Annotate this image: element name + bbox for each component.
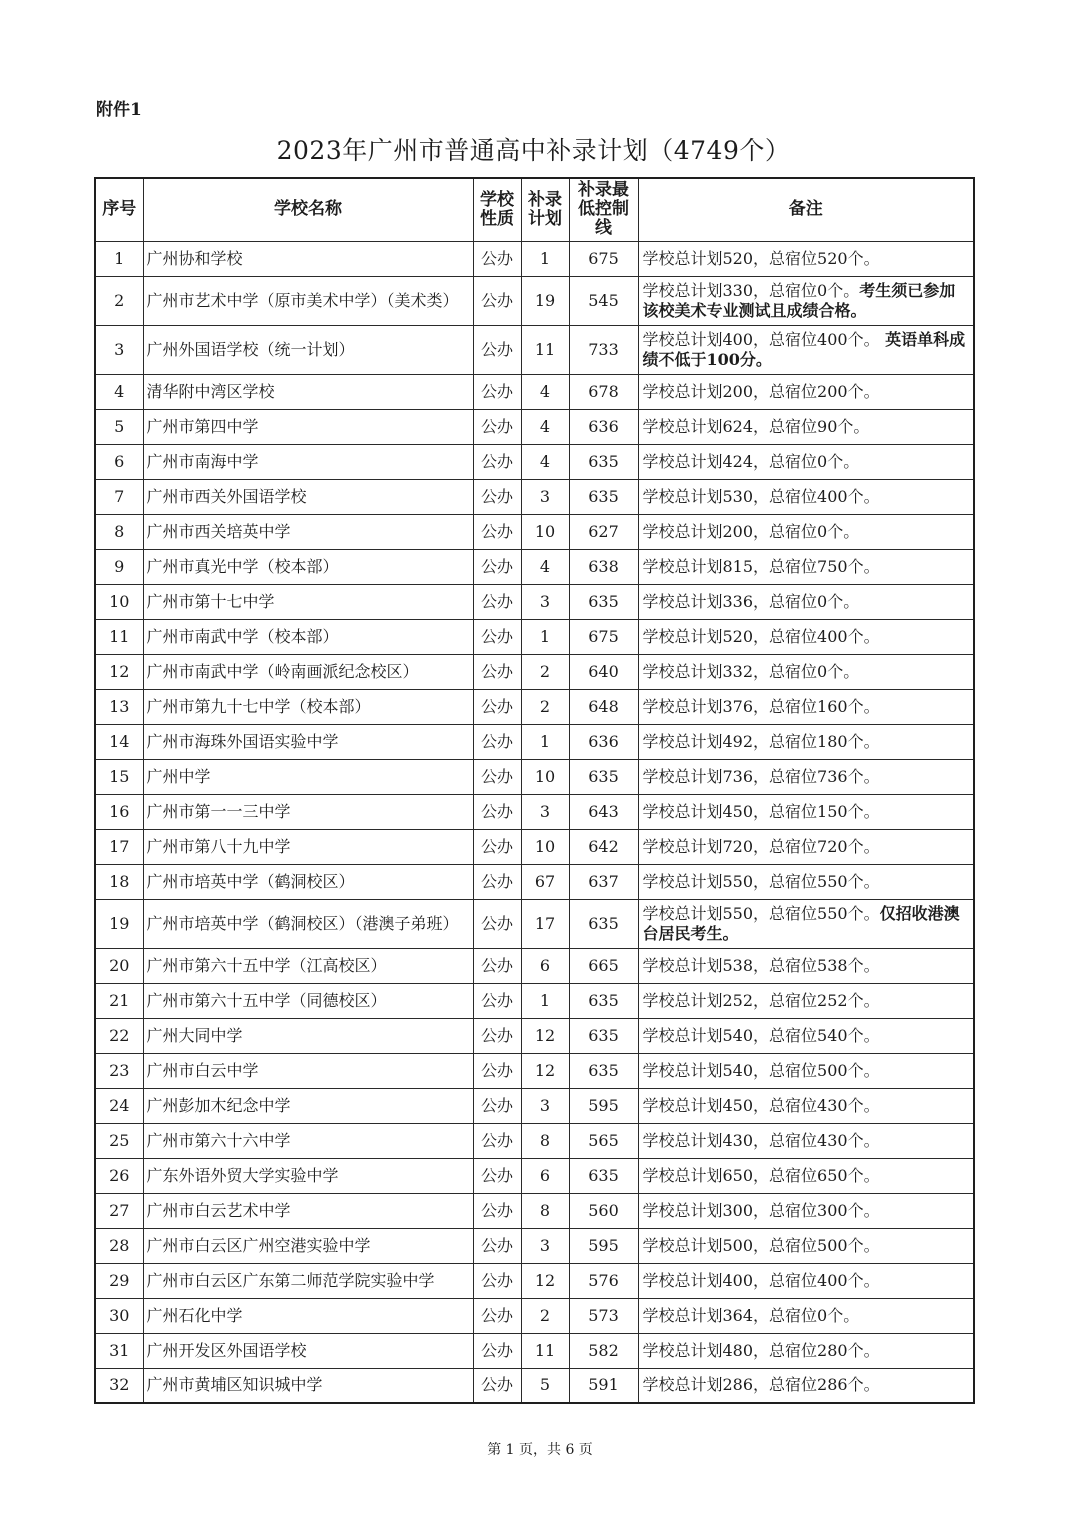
cell-remark [638, 276, 974, 325]
table-row [95, 829, 974, 864]
cell-school-name: 广州市南武中学（校本部） [143, 619, 473, 654]
remark-note-bold: 考生须已参加该校美术专业测试且成绩合格。 [642, 280, 956, 320]
cell-plan: 4 [521, 409, 569, 444]
cell-no: 32 [95, 1368, 143, 1403]
cell-school-name: 广州市白云艺术中学 [143, 1193, 473, 1228]
cell-min-score: 635 [569, 983, 638, 1018]
cell-min-score: 678 [569, 374, 638, 409]
table-body [95, 241, 974, 1403]
cell-no: 6 [95, 444, 143, 479]
remark-note-bold: 仅招收港澳台居民考生。 [642, 903, 960, 943]
cell-min-score: 635 [569, 1158, 638, 1193]
cell-school-name: 广州市第六十五中学（江高校区） [143, 948, 473, 983]
cell-school-type: 公办 [473, 514, 521, 549]
cell-no: 24 [95, 1088, 143, 1123]
cell-plan: 3 [521, 794, 569, 829]
remark-text: 学校总计划400，总宿位400个。 [642, 1270, 880, 1290]
cell-school-type: 公办 [473, 1298, 521, 1333]
cell-min-score: 565 [569, 1123, 638, 1158]
cell-plan: 6 [521, 948, 569, 983]
remark-text: 学校总计划720，总宿位720个。 [642, 836, 880, 856]
cell-school-name: 广州市第十七中学 [143, 584, 473, 619]
cell-remark [638, 983, 974, 1018]
cell-remark [638, 374, 974, 409]
cell-plan: 11 [521, 325, 569, 374]
cell-school-type: 公办 [473, 689, 521, 724]
cell-plan: 10 [521, 759, 569, 794]
cell-min-score: 635 [569, 759, 638, 794]
remark-text: 学校总计划286，总宿位286个。 [642, 1375, 880, 1395]
cell-no: 21 [95, 983, 143, 1018]
cell-school-type: 公办 [473, 409, 521, 444]
cell-no: 23 [95, 1053, 143, 1088]
remark-text: 学校总计划300，总宿位300个。 [642, 1200, 880, 1220]
header-school-name: 学校名称 [143, 178, 473, 241]
remark-text: 学校总计划364，总宿位0个。 [642, 1305, 860, 1325]
cell-min-score: 637 [569, 864, 638, 899]
table-header [95, 178, 974, 241]
cell-plan: 4 [521, 549, 569, 584]
cell-plan: 12 [521, 1263, 569, 1298]
cell-remark [638, 1088, 974, 1123]
table-row [95, 654, 974, 689]
cell-no: 20 [95, 948, 143, 983]
cell-plan: 8 [521, 1123, 569, 1158]
cell-school-type: 公办 [473, 759, 521, 794]
cell-min-score: 675 [569, 619, 638, 654]
cell-school-name: 广州市白云区广州空港实验中学 [143, 1228, 473, 1263]
cell-no: 28 [95, 1228, 143, 1263]
table-row [95, 759, 974, 794]
cell-plan: 2 [521, 654, 569, 689]
remark-text: 学校总计划520，总宿位520个。 [642, 248, 880, 268]
table-row [95, 514, 974, 549]
cell-no: 9 [95, 549, 143, 584]
cell-school-name: 广州市海珠外国语实验中学 [143, 724, 473, 759]
cell-min-score: 636 [569, 409, 638, 444]
cell-plan: 19 [521, 276, 569, 325]
cell-school-type: 公办 [473, 479, 521, 514]
cell-plan: 4 [521, 444, 569, 479]
cell-plan: 3 [521, 1228, 569, 1263]
remark-text: 学校总计划336，总宿位0个。 [642, 591, 860, 611]
cell-school-name: 广州石化中学 [143, 1298, 473, 1333]
remark-text: 学校总计划520，总宿位400个。 [642, 626, 880, 646]
cell-school-name: 广州市南海中学 [143, 444, 473, 479]
cell-min-score: 635 [569, 479, 638, 514]
cell-plan: 2 [521, 1298, 569, 1333]
cell-school-name: 广州市西关外国语学校 [143, 479, 473, 514]
table-row [95, 1333, 974, 1368]
cell-remark [638, 1263, 974, 1298]
cell-remark [638, 948, 974, 983]
cell-plan: 10 [521, 829, 569, 864]
enrollment-plan-table [94, 177, 975, 1404]
cell-min-score: 636 [569, 724, 638, 759]
table-row [95, 276, 974, 325]
cell-no: 10 [95, 584, 143, 619]
remark-text: 学校总计划400，总宿位400个。 [642, 329, 880, 349]
remark-text: 学校总计划200，总宿位200个。 [642, 381, 880, 401]
cell-min-score: 733 [569, 325, 638, 374]
remark-text: 学校总计划332，总宿位0个。 [642, 661, 860, 681]
cell-school-name: 广州市西关培英中学 [143, 514, 473, 549]
cell-school-type: 公办 [473, 829, 521, 864]
cell-school-type: 公办 [473, 1158, 521, 1193]
cell-school-type: 公办 [473, 241, 521, 276]
cell-school-type: 公办 [473, 1333, 521, 1368]
cell-remark [638, 1018, 974, 1053]
cell-no: 25 [95, 1123, 143, 1158]
cell-no: 4 [95, 374, 143, 409]
cell-school-name: 广州市第六十六中学 [143, 1123, 473, 1158]
header-min-score: 补录最低控制线 [569, 178, 638, 241]
remark-text: 学校总计划450，总宿位430个。 [642, 1095, 880, 1115]
cell-school-name: 广州市南武中学（岭南画派纪念校区） [143, 654, 473, 689]
cell-school-type: 公办 [473, 1123, 521, 1158]
remark-text: 学校总计划330，总宿位0个。 [642, 280, 860, 300]
cell-min-score: 591 [569, 1368, 638, 1403]
cell-min-score: 573 [569, 1298, 638, 1333]
table-row [95, 1368, 974, 1403]
cell-school-type: 公办 [473, 948, 521, 983]
cell-school-type: 公办 [473, 374, 521, 409]
table-row [95, 325, 974, 374]
cell-school-type: 公办 [473, 1088, 521, 1123]
cell-no: 7 [95, 479, 143, 514]
table-row [95, 1228, 974, 1263]
cell-no: 17 [95, 829, 143, 864]
cell-min-score: 635 [569, 584, 638, 619]
cell-min-score: 638 [569, 549, 638, 584]
table-row [95, 1018, 974, 1053]
table-row [95, 724, 974, 759]
cell-school-name: 广州协和学校 [143, 241, 473, 276]
cell-school-name: 广州市第四中学 [143, 409, 473, 444]
cell-min-score: 665 [569, 948, 638, 983]
cell-school-name: 广州市艺术中学（原市美术中学）（美术类） [143, 276, 473, 325]
cell-plan: 3 [521, 1088, 569, 1123]
cell-remark [638, 444, 974, 479]
cell-school-name: 广州市真光中学（校本部） [143, 549, 473, 584]
table-row [95, 1088, 974, 1123]
cell-remark [638, 759, 974, 794]
cell-school-name: 清华附中湾区学校 [143, 374, 473, 409]
cell-school-name: 广州市第九十七中学（校本部） [143, 689, 473, 724]
table-row [95, 1053, 974, 1088]
remark-text: 学校总计划252，总宿位252个。 [642, 990, 880, 1010]
cell-remark [638, 241, 974, 276]
cell-school-name: 广东外语外贸大学实验中学 [143, 1158, 473, 1193]
cell-plan: 17 [521, 899, 569, 948]
table-row [95, 409, 974, 444]
cell-school-type: 公办 [473, 1263, 521, 1298]
cell-remark [638, 724, 974, 759]
table-row [95, 374, 974, 409]
cell-school-name: 广州市黄埔区知识城中学 [143, 1368, 473, 1403]
remark-text: 学校总计划550，总宿位550个。 [642, 871, 880, 891]
cell-remark [638, 654, 974, 689]
table-row [95, 864, 974, 899]
cell-no: 27 [95, 1193, 143, 1228]
cell-school-type: 公办 [473, 1193, 521, 1228]
cell-plan: 1 [521, 241, 569, 276]
table-row [95, 1263, 974, 1298]
remark-note-bold: 英语单科成绩不低于100分。 [642, 329, 966, 369]
cell-plan: 4 [521, 374, 569, 409]
remark-text: 学校总计划815，总宿位750个。 [642, 556, 880, 576]
table-row [95, 584, 974, 619]
remark-text: 学校总计划550，总宿位550个。 [642, 903, 880, 923]
remark-text: 学校总计划376，总宿位160个。 [642, 696, 880, 716]
cell-no: 5 [95, 409, 143, 444]
cell-school-type: 公办 [473, 654, 521, 689]
cell-no: 16 [95, 794, 143, 829]
table-row [95, 1158, 974, 1193]
cell-min-score: 595 [569, 1228, 638, 1263]
cell-school-type: 公办 [473, 1018, 521, 1053]
cell-school-type: 公办 [473, 864, 521, 899]
remark-text: 学校总计划530，总宿位400个。 [642, 486, 880, 506]
cell-plan: 2 [521, 689, 569, 724]
cell-remark [638, 689, 974, 724]
remark-text: 学校总计划430，总宿位430个。 [642, 1130, 880, 1150]
cell-remark [638, 584, 974, 619]
cell-min-score: 648 [569, 689, 638, 724]
table-row [95, 479, 974, 514]
cell-school-type: 公办 [473, 584, 521, 619]
cell-school-type: 公办 [473, 325, 521, 374]
cell-school-type: 公办 [473, 549, 521, 584]
cell-plan: 3 [521, 584, 569, 619]
table-row [95, 899, 974, 948]
cell-remark [638, 864, 974, 899]
cell-plan: 10 [521, 514, 569, 549]
cell-no: 15 [95, 759, 143, 794]
cell-school-name: 广州开发区外国语学校 [143, 1333, 473, 1368]
cell-remark [638, 1368, 974, 1403]
header-remark: 备注 [638, 178, 974, 241]
remark-text: 学校总计划450，总宿位150个。 [642, 801, 880, 821]
remark-text: 学校总计划200，总宿位0个。 [642, 521, 860, 541]
cell-school-name: 广州外国语学校（统一计划） [143, 325, 473, 374]
remark-text: 学校总计划736，总宿位736个。 [642, 766, 880, 786]
cell-min-score: 635 [569, 899, 638, 948]
cell-remark [638, 1158, 974, 1193]
remark-text: 学校总计划500，总宿位500个。 [642, 1235, 880, 1255]
cell-plan: 12 [521, 1053, 569, 1088]
cell-remark [638, 514, 974, 549]
cell-min-score: 582 [569, 1333, 638, 1368]
cell-plan: 5 [521, 1368, 569, 1403]
remark-text: 学校总计划538，总宿位538个。 [642, 955, 880, 975]
cell-remark [638, 1298, 974, 1333]
cell-plan: 67 [521, 864, 569, 899]
cell-no: 22 [95, 1018, 143, 1053]
cell-plan: 6 [521, 1158, 569, 1193]
cell-school-type: 公办 [473, 1228, 521, 1263]
cell-min-score: 675 [569, 241, 638, 276]
cell-school-name: 广州市白云中学 [143, 1053, 473, 1088]
table-row [95, 1123, 974, 1158]
cell-school-name: 广州市白云区广东第二师范学院实验中学 [143, 1263, 473, 1298]
table-row [95, 444, 974, 479]
cell-no: 13 [95, 689, 143, 724]
table-row [95, 1193, 974, 1228]
cell-school-type: 公办 [473, 276, 521, 325]
cell-school-name: 广州彭加木纪念中学 [143, 1088, 473, 1123]
cell-plan: 8 [521, 1193, 569, 1228]
cell-plan: 1 [521, 619, 569, 654]
cell-school-type: 公办 [473, 724, 521, 759]
cell-school-name: 广州中学 [143, 759, 473, 794]
cell-school-type: 公办 [473, 1053, 521, 1088]
cell-min-score: 643 [569, 794, 638, 829]
cell-min-score: 627 [569, 514, 638, 549]
table-row [95, 794, 974, 829]
cell-no: 2 [95, 276, 143, 325]
page-footer: 第 1 页，共 6 页 [487, 1442, 593, 1458]
attachment-label: 附件1 [96, 100, 142, 120]
remark-text: 学校总计划540，总宿位500个。 [642, 1060, 880, 1080]
cell-plan: 1 [521, 724, 569, 759]
cell-no: 26 [95, 1158, 143, 1193]
cell-min-score: 635 [569, 1018, 638, 1053]
cell-no: 19 [95, 899, 143, 948]
cell-min-score: 640 [569, 654, 638, 689]
cell-no: 14 [95, 724, 143, 759]
cell-no: 18 [95, 864, 143, 899]
table-row [95, 948, 974, 983]
cell-min-score: 635 [569, 1053, 638, 1088]
cell-no: 8 [95, 514, 143, 549]
table-row [95, 1298, 974, 1333]
cell-school-name: 广州市培英中学（鹤洞校区） [143, 864, 473, 899]
cell-remark [638, 1333, 974, 1368]
remark-text: 学校总计划624，总宿位90个。 [642, 416, 870, 436]
cell-remark [638, 1053, 974, 1088]
cell-no: 30 [95, 1298, 143, 1333]
cell-school-name: 广州市第一一三中学 [143, 794, 473, 829]
header-row [95, 178, 974, 241]
cell-remark [638, 549, 974, 584]
cell-min-score: 545 [569, 276, 638, 325]
cell-remark [638, 325, 974, 374]
cell-school-name: 广州市培英中学（鹤洞校区）（港澳子弟班） [143, 899, 473, 948]
cell-no: 12 [95, 654, 143, 689]
table-row [95, 241, 974, 276]
cell-school-name: 广州大同中学 [143, 1018, 473, 1053]
table-row [95, 549, 974, 584]
cell-min-score: 576 [569, 1263, 638, 1298]
cell-no: 31 [95, 1333, 143, 1368]
header-no: 序号 [95, 178, 143, 241]
cell-min-score: 642 [569, 829, 638, 864]
cell-no: 1 [95, 241, 143, 276]
table-row [95, 983, 974, 1018]
cell-school-type: 公办 [473, 1368, 521, 1403]
cell-no: 11 [95, 619, 143, 654]
cell-plan: 11 [521, 1333, 569, 1368]
cell-remark [638, 794, 974, 829]
cell-plan: 3 [521, 479, 569, 514]
cell-min-score: 560 [569, 1193, 638, 1228]
header-plan: 补录计划 [521, 178, 569, 241]
cell-school-type: 公办 [473, 899, 521, 948]
cell-remark [638, 479, 974, 514]
cell-school-name: 广州市第六十五中学（同德校区） [143, 983, 473, 1018]
cell-school-type: 公办 [473, 983, 521, 1018]
remark-text: 学校总计划480，总宿位280个。 [642, 1340, 880, 1360]
cell-school-name: 广州市第八十九中学 [143, 829, 473, 864]
cell-remark [638, 1123, 974, 1158]
cell-remark [638, 409, 974, 444]
remark-text: 学校总计划540，总宿位540个。 [642, 1025, 880, 1045]
table-row [95, 619, 974, 654]
cell-remark [638, 899, 974, 948]
cell-min-score: 635 [569, 444, 638, 479]
remark-text: 学校总计划424，总宿位0个。 [642, 451, 860, 471]
cell-school-type: 公办 [473, 619, 521, 654]
cell-no: 3 [95, 325, 143, 374]
cell-remark [638, 619, 974, 654]
remark-text: 学校总计划492，总宿位180个。 [642, 731, 880, 751]
cell-plan: 1 [521, 983, 569, 1018]
cell-remark [638, 829, 974, 864]
cell-remark [638, 1193, 974, 1228]
cell-no: 29 [95, 1263, 143, 1298]
cell-min-score: 595 [569, 1088, 638, 1123]
document-title: 2023年广州市普通高中补录计划（4749个） [276, 136, 791, 165]
cell-school-type: 公办 [473, 444, 521, 479]
header-school-type: 学校性质 [473, 178, 521, 241]
cell-remark [638, 1228, 974, 1263]
remark-text: 学校总计划650，总宿位650个。 [642, 1165, 880, 1185]
cell-school-type: 公办 [473, 794, 521, 829]
table-row [95, 689, 974, 724]
cell-plan: 12 [521, 1018, 569, 1053]
